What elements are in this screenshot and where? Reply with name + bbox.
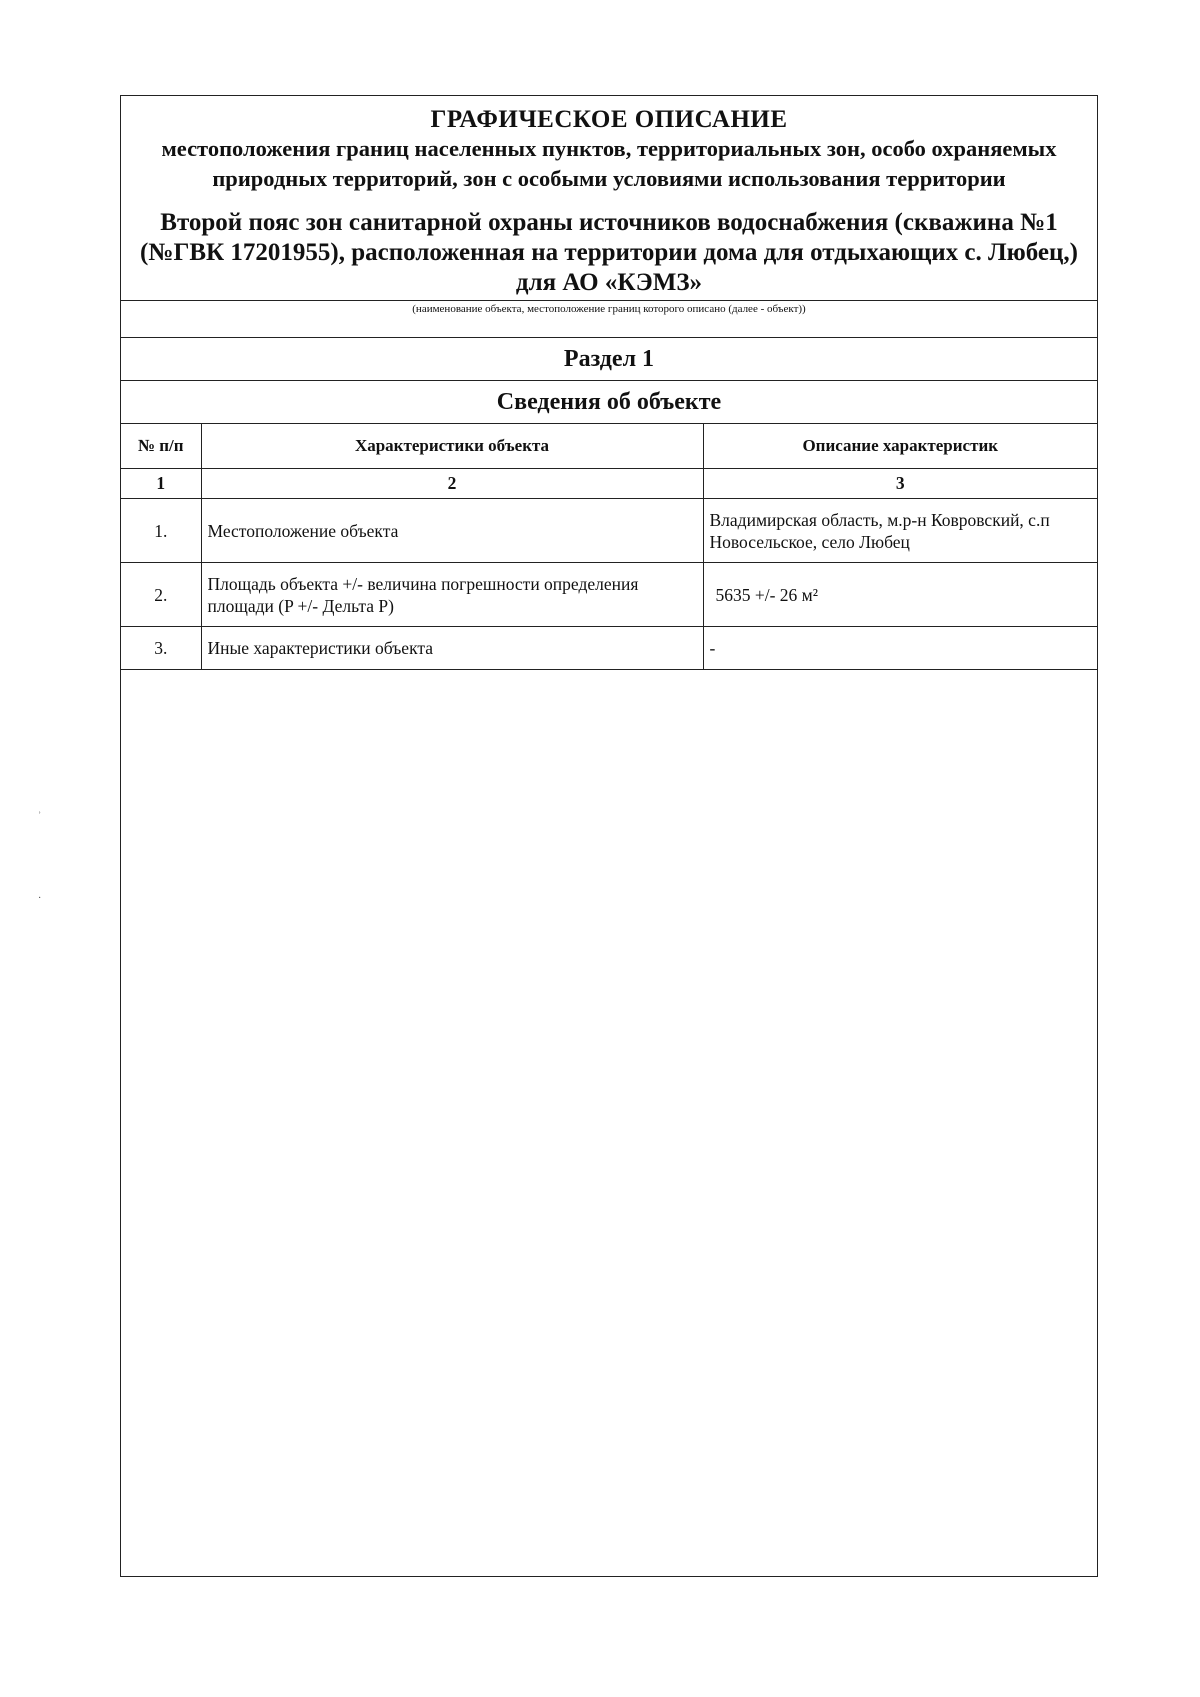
header-description: Описание характеристик bbox=[703, 424, 1097, 469]
row-characteristic: Площадь объекта +/- величина погрешности определения площади (P +/- Дельта P) bbox=[201, 563, 703, 627]
row-number: 2. bbox=[121, 563, 201, 627]
row-number: 1. bbox=[121, 499, 201, 563]
row-characteristic: Местоположение объекта bbox=[201, 499, 703, 563]
header-characteristic: Характеристики объекта bbox=[201, 424, 703, 469]
section-label: Раздел 1 bbox=[121, 337, 1097, 380]
scan-speck: ˒ bbox=[38, 806, 42, 817]
table-row bbox=[121, 499, 1097, 563]
table-row bbox=[121, 627, 1097, 670]
table-header-row bbox=[121, 424, 1097, 469]
object-info-table bbox=[121, 423, 1097, 670]
column-number-row bbox=[121, 469, 1097, 499]
row-description: Владимирская область, м.р-н Ковровский, с.п Новосельское, село Любец bbox=[703, 499, 1097, 563]
object-name: Второй пояс зон санитарной охраны источников водоснабжения (скважина №1 (№ГВК 17201955), расположенная на территории дома для отдыхающих с. Любец,) для АО «КЭМЗ» bbox=[140, 209, 1078, 296]
column-number: 2 bbox=[201, 469, 703, 499]
table-row bbox=[121, 563, 1097, 627]
section-title: Сведения об объекте bbox=[121, 380, 1097, 423]
object-name-caption: (наименование объекта, местоположение границ которого описано (далее - объект)) bbox=[121, 300, 1097, 337]
row-description: 5635 +/- 26 м² bbox=[703, 563, 1097, 627]
column-number: 3 bbox=[703, 469, 1097, 499]
row-description: - bbox=[703, 627, 1097, 670]
scan-speck: · bbox=[38, 893, 42, 904]
document-title: ГРАФИЧЕСКОЕ ОПИСАНИЕ bbox=[430, 106, 788, 133]
header-number: № п/п bbox=[121, 424, 201, 469]
row-number: 3. bbox=[121, 627, 201, 670]
document-subtitle: местоположения границ населенных пунктов, территориальных зон, особо охраняемых природных территорий, зон с особыми условиями использования территории bbox=[161, 136, 1057, 191]
row-characteristic: Иные характеристики объекта bbox=[201, 627, 703, 670]
document-frame bbox=[120, 95, 1098, 1577]
column-number: 1 bbox=[121, 469, 201, 499]
title-block bbox=[121, 96, 1097, 298]
